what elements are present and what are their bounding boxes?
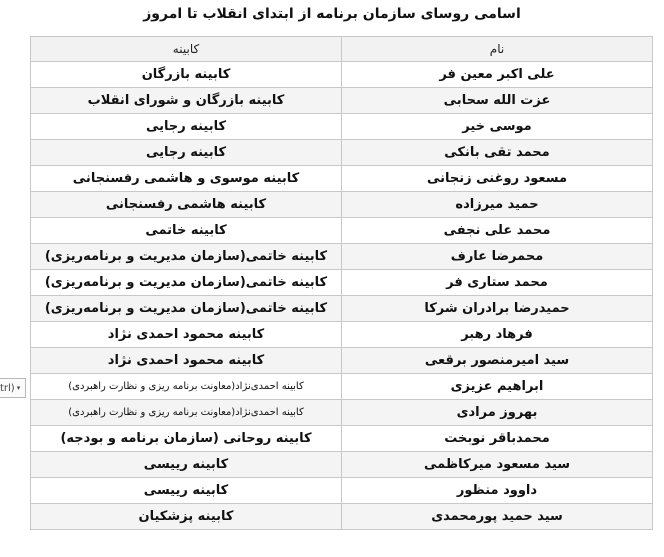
- cell-cabinet: کابینه موسوی و هاشمی رفسنجانی: [31, 166, 342, 192]
- cell-cabinet: کابینه رجایی: [31, 114, 342, 140]
- cell-name: علی اکبر معین فر: [342, 62, 653, 88]
- cell-name: محمدباقر نوبخت: [342, 426, 653, 452]
- cell-cabinet: کابینه رجایی: [31, 140, 342, 166]
- cell-name: ابراهیم عزیزی: [342, 374, 653, 400]
- cell-name: مسعود روغنی زنجانی: [342, 166, 653, 192]
- cell-cabinet: کابینه هاشمی رفسنجانی: [31, 192, 342, 218]
- table-row: [31, 114, 653, 140]
- column-header-cabinet: کابینه: [31, 37, 342, 62]
- table-row: [31, 452, 653, 478]
- table-row: [31, 400, 653, 426]
- table-row: [31, 478, 653, 504]
- table-row: [31, 88, 653, 114]
- cell-name: سید امیرمنصور برقعی: [342, 348, 653, 374]
- cell-name: داوود منظور: [342, 478, 653, 504]
- cell-cabinet: کابینه خاتمی(سازمان مدیریت و برنامه‌ریزی): [31, 296, 342, 322]
- cell-cabinet: کابینه بازرگان و شورای انقلاب: [31, 88, 342, 114]
- cell-name: موسی خیر: [342, 114, 653, 140]
- cell-name: سید مسعود میرکاظمی: [342, 452, 653, 478]
- table-row: [31, 348, 653, 374]
- table-body: [31, 62, 653, 530]
- cell-name: حمیدرضا برادران شرکا: [342, 296, 653, 322]
- cell-cabinet: کابینه احمدی‌نژاد(معاونت برنامه ریزی و نظارت راهبردی): [31, 374, 342, 400]
- cell-cabinet: کابینه رییسی: [31, 478, 342, 504]
- column-header-name: نام: [342, 37, 653, 62]
- table-row: [31, 270, 653, 296]
- cell-cabinet: کابینه بازرگان: [31, 62, 342, 88]
- table-row: [31, 296, 653, 322]
- cell-cabinet: کابینه خاتمی(سازمان مدیریت و برنامه‌ریزی): [31, 270, 342, 296]
- chevron-down-icon: ▾: [16, 384, 21, 392]
- table-row: [31, 244, 653, 270]
- cell-cabinet: کابینه محمود احمدی نژاد: [31, 348, 342, 374]
- table-row: [31, 322, 653, 348]
- paste-options-button[interactable]: [0, 378, 26, 398]
- table-row: [31, 140, 653, 166]
- cell-name: محمد ستاری فر: [342, 270, 653, 296]
- paste-options-label: trl): [0, 382, 15, 394]
- cell-cabinet: کابینه احمدی‌نژاد(معاونت برنامه ریزی و نظارت راهبردی): [31, 400, 342, 426]
- table-row: [31, 166, 653, 192]
- cell-name: عزت الله سحابی: [342, 88, 653, 114]
- cell-name: محمرضا عارف: [342, 244, 653, 270]
- heads-table: [30, 36, 653, 530]
- cell-cabinet: کابینه پزشکیان: [31, 504, 342, 530]
- cell-cabinet: کابینه روحانی (سازمان برنامه و بودجه): [31, 426, 342, 452]
- cell-cabinet: کابینه رییسی: [31, 452, 342, 478]
- table-row: [31, 426, 653, 452]
- table-header-row: [31, 37, 653, 62]
- table-row: [31, 192, 653, 218]
- table-row: [31, 374, 653, 400]
- cell-cabinet: کابینه خاتمی(سازمان مدیریت و برنامه‌ریزی): [31, 244, 342, 270]
- page-title: اسامی روسای سازمان برنامه از ابتدای انقلاب تا امروز: [143, 6, 521, 22]
- table-row: [31, 504, 653, 530]
- cell-cabinet: کابینه خاتمی: [31, 218, 342, 244]
- table-row: [31, 62, 653, 88]
- cell-cabinet: کابینه محمود احمدی نژاد: [31, 322, 342, 348]
- cell-name: سید حمید پورمحمدی: [342, 504, 653, 530]
- cell-name: حمید میرزاده: [342, 192, 653, 218]
- cell-name: محمد علی نجفی: [342, 218, 653, 244]
- cell-name: فرهاد رهبر: [342, 322, 653, 348]
- cell-name: بهروز مرادی: [342, 400, 653, 426]
- cell-name: محمد تقی بانکی: [342, 140, 653, 166]
- table-row: [31, 218, 653, 244]
